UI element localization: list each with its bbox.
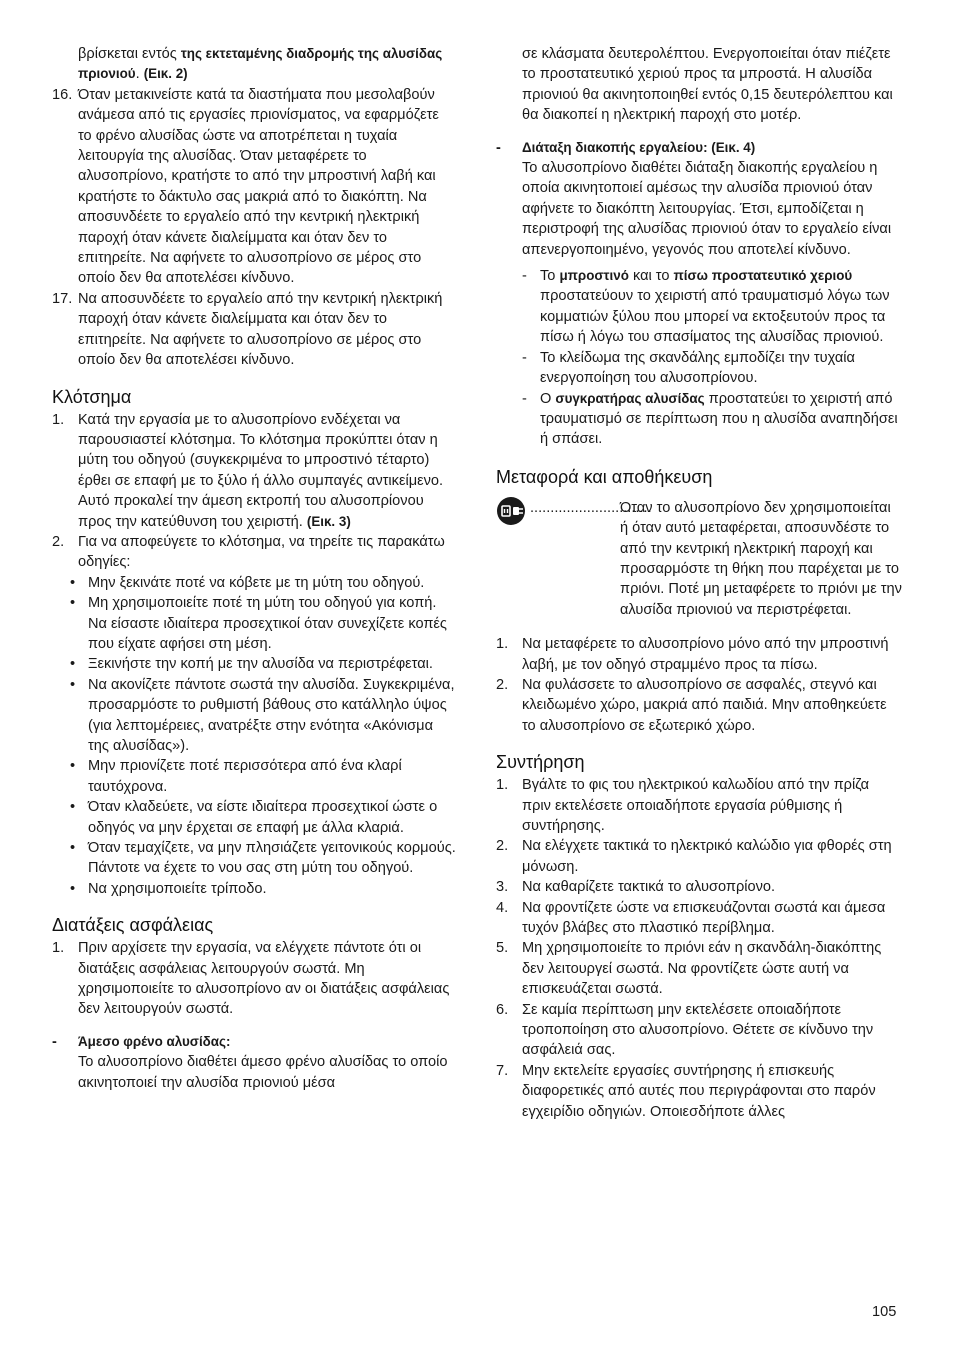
- bullet-mark: •: [70, 574, 76, 591]
- chain-brake-text-continued: σε κλάσματα δευτερολέπτου. Ενεργοποιείται όταν πιέζετε το προστατευτικό χεριού προς τα μπροστά. Η αλυσίδα πριονιού θα ακινητοποιηθεί εντός 0,15 δευτερόλεπτου και θα διακοπεί η ηλεκτρική παροχή στο μοτέρ.: [522, 46, 893, 124]
- note-text: Όταν το αλυσοπρίονο δεν χρησιμοποιείται ή όταν αυτό μεταφέρεται, αποσυνδέστε το από την κεντρική ηλεκτρική παροχή και προσαρμόστε τη θήκη που παρέχεται με το πριόνι. Ποτέ μη μεταφέρετε το πριόνι με την αλυσίδα πριονιού να περιστρέφεται.: [620, 499, 902, 618]
- bullet-mark: •: [70, 799, 76, 816]
- list-number: 2.: [496, 676, 509, 693]
- bullet-item: [52, 879, 456, 899]
- maintenance-item: [496, 1061, 902, 1122]
- list-text: [78, 410, 456, 532]
- maintenance-item: [496, 898, 902, 939]
- section-heading-kickback: Κλότσημα: [52, 386, 132, 407]
- bullet-text: Μην ξεκινάτε ποτέ να κόβετε με τη μύτη του οδηγού.: [88, 574, 425, 591]
- text: προστατεύουν το χειριστή από τραυματισμό λόγω των κομματιών ξύλου που μπορεί να εκτοξευτούν προς τα πίσω ή λόγω του σπασίματος της αλυσίδας πριονιού.: [540, 288, 890, 346]
- list-item-16: [52, 85, 456, 289]
- text: και το: [628, 268, 674, 285]
- list-text: Να ελέγχετε τακτικά το ηλεκτρικό καλώδιο για φθορές στη μόνωση.: [522, 838, 892, 875]
- chain-brake-subheading: [52, 1032, 456, 1052]
- list-text: Να φροντίζετε ώστε να επισκευάζονται σωστά και άμεσα τυχόν βλάβες στο πλαστικό περίβλημα.: [522, 899, 886, 937]
- list-number: 5.: [496, 940, 509, 957]
- list-number: 1.: [496, 777, 509, 794]
- left-column: [52, 44, 456, 1093]
- subheading-text: Διάταξη διακοπής εργαλείου: (Εικ. 4): [522, 139, 756, 155]
- dash-mark: -: [522, 390, 527, 407]
- list-text: Μη χρησιμοποιείτε το πριόνι εάν η σκανδάλη-διακόπτης δεν λειτουργεί σωστά. Να φροντίζετε ώστε αυτή να επισκευάζεται σωστά.: [522, 940, 882, 998]
- bullet-text: Όταν τεμαχίζετε, να μην πλησιάζετε γειτονικούς κορμούς. Πάντοτε να έχετε το νου σας στη μύτη του οδηγού.: [88, 840, 456, 877]
- maintenance-item: [496, 938, 902, 999]
- list-number: 17.: [52, 290, 73, 307]
- leader-dots: ..............................: [530, 499, 652, 516]
- page-number: 105: [872, 1304, 897, 1320]
- bullet-item: [52, 838, 456, 879]
- right-column: [496, 44, 902, 1122]
- chain-brake-text: Το αλυσοπρίονο διαθέτει άμεσο φρένο αλυσίδας το οποίο ακινητοποιεί την αλυσίδα πριονιού μέσα: [78, 1054, 448, 1091]
- bullet-item: [52, 756, 456, 797]
- bold-text: της εκτεταμένης διαδρομής της αλυσίδας πριονιού: [78, 46, 443, 82]
- safety-item-1: [52, 938, 456, 1020]
- section-heading-transport: Μεταφορά και αποθήκευση: [496, 466, 713, 487]
- list-text: Σε καμία περίπτωση μην εκτελέσετε οποιαδήποτε τροποποίηση στο αλυσοπρίονο. Θέτετε σε κίνδυνο την ασφάλειά σας.: [522, 1001, 874, 1059]
- bullet-item: [52, 573, 456, 593]
- list-text: Μην εκτελείτε εργασίες συντήρησης ή επισκευής διαφορετικές από αυτές που περιγράφονται στο παρόν εγχειρίδιο οδηγιών. Οποιεσδήποτε άλλες: [522, 1062, 876, 1120]
- unplug-note: [496, 498, 902, 620]
- text: .: [135, 66, 144, 83]
- section-heading-safety-devices: Διατάξεις ασφάλειας: [52, 915, 214, 936]
- bullet-item: [52, 675, 456, 757]
- bullet-text: Μην πριονίζετε ποτέ περισσότερα από ένα κλαρί ταυτόχρονα.: [88, 758, 402, 795]
- list-text: Για να αποφεύγετε το κλότσημα, να τηρείτε τις παρακάτω οδηγίες:: [78, 533, 445, 571]
- list-number: 2.: [496, 838, 509, 855]
- dash-mark: -: [52, 1033, 57, 1050]
- subheading-text: Άμεσο φρένο αλυσίδας:: [78, 1033, 231, 1049]
- list-number: 16.: [52, 86, 73, 103]
- section-heading-maintenance: Συντήρηση: [496, 752, 585, 773]
- kickback-item-2: [52, 532, 456, 573]
- maintenance-item: [496, 836, 902, 877]
- text: προστατεύει το χειριστή από τραυματισμό σε περίπτωση που η αλυσίδα αναπηδήσει ή σπάσει.: [540, 390, 898, 448]
- list-number: 3.: [496, 879, 509, 896]
- maintenance-item: [496, 775, 902, 836]
- bullet-mark: •: [70, 656, 76, 673]
- list-text: Να αποσυνδέετε το εργαλείο από την κεντρική ηλεκτρική παροχή όταν κάνετε διαλείμματα και όταν δεν το επιτηρείτε. Να αφήνετε το αλυσοπρίονο σε μέρος στο οποίο δεν θα αποτελέσει κίνδυνο.: [78, 290, 443, 369]
- list-number: 6.: [496, 1001, 509, 1018]
- list-text: Να φυλάσσετε το αλυσοπρίονο σε ασφαλές, στεγνό και κλειδωμένο χώρο, μακριά από παιδιά. Μην αποθηκεύετε το αλυσοπρίονο σε εξωτερικό χώρο.: [522, 676, 887, 734]
- transport-item-1: [496, 634, 902, 675]
- list-text: Όταν μετακινείστε κατά τα διαστήματα που μεσολαβούν ανάμεσα από τις εργασίες πριονίσματος, να εφαρμόζετε το φρένο αλυσίδας ώστε να αποτρέπεται η τυχαία λειτουργία της αλυσίδας. Όταν μεταφέρετε το αλυσοπρίονο, κρατήστε το από την μπροστινή λαβή και κρατήστε το δάκτυλο σας μακριά από το διακόπτη. Να αποσυνδέετε το εργαλείο από την κεντρική ηλεκτρική παροχή όταν κάνετε διαλείμματα και όταν δεν το επιτηρείτε. Να αφήνετε το αλυσοπρίονο σε μέρος στο οποίο δεν θα αποτελέσει κίνδυνο.: [78, 86, 439, 287]
- text: Το: [540, 268, 560, 285]
- bold-text: πίσω προστατευτικό χεριού: [673, 268, 853, 284]
- list-number: 1.: [52, 940, 65, 957]
- list-item-17: [52, 289, 456, 371]
- bullet-text: Να χρησιμοποιείτε τρίποδο.: [88, 880, 267, 897]
- list-number: 1.: [52, 411, 65, 428]
- dash-mark: -: [522, 349, 527, 366]
- transport-item-2: [496, 675, 902, 736]
- bullet-text: Να ακονίζετε πάντοτε σωστά την αλυσίδα. Συγκεκριμένα, προσαρμόστε το ρυθμιστή βάθους στο κατάλληλο ύψος (για λεπτομέρειες, ανατρέξτε στην ενότητα «Ακόνισμα της αλυσίδας»).: [88, 676, 455, 754]
- list-number: 4.: [496, 899, 509, 916]
- bullet-item: [52, 654, 456, 674]
- bullet-mark: •: [70, 595, 76, 612]
- figure-reference: (Εικ. 2): [143, 66, 188, 82]
- maintenance-item: [496, 877, 902, 897]
- tool-stop-text: Το αλυσοπρίονο διαθέτει διάταξη διακοπής εργαλείου η οποία ακινητοποιεί αμέσως την αλυσίδα πριονιού όταν αφήνετε το διακόπτη λειτουργίας. Έτσι, εμποδίζεται η περιστροφή της αλυσίδας πριονιού όταν το εργαλείο είναι απενεργοποιημένο, γεγονός που αποτελεί κίνδυνο.: [522, 160, 892, 258]
- paragraph-continuation: [52, 44, 456, 85]
- figure-reference: (Εικ. 3): [306, 513, 351, 529]
- bold-text: συγκρατήρας αλυσίδας: [555, 390, 705, 406]
- dash-item-hand-guards: [496, 266, 902, 348]
- bullet-mark: •: [70, 758, 76, 775]
- dash-mark: -: [496, 139, 501, 156]
- bullet-text: Όταν κλαδεύετε, να είστε ιδιαίτερα προσεχτικοί ώστε ο οδηγός να μην έρχεται σε επαφή με άλλα κλαριά.: [88, 799, 438, 836]
- bullet-mark: •: [70, 880, 76, 897]
- maintenance-item: [496, 1000, 902, 1061]
- dash-item-chain-catcher: [496, 389, 902, 450]
- list-text: Να μεταφέρετε το αλυσοπρίονο μόνο από την μπροστινή λαβή, με τον οδηγό στραμμένο προς τα πίσω.: [522, 636, 889, 673]
- tool-stop-subheading: [496, 138, 902, 158]
- list-number: 2.: [52, 533, 65, 550]
- bullet-text: Ξεκινήστε την κοπή με την αλυσίδα να περιστρέφεται.: [88, 656, 433, 673]
- list-number: 7.: [496, 1062, 509, 1079]
- dash-item-trigger-lock: [496, 348, 902, 389]
- dash-mark: -: [522, 268, 527, 285]
- bullet-item: [52, 593, 456, 654]
- bullet-item: [52, 797, 456, 838]
- dash-text: [540, 266, 902, 348]
- text: βρίσκεται εντός: [78, 46, 181, 62]
- text: Κατά την εργασία με το αλυσοπρίονο ενδέχεται να παρουσιαστεί κλότσημα. Το κλότσημα προκύπτει όταν η μύτη του οδηγού (συγκεκριμένα το μπροστινό τέταρτο) έρθει σε επαφή με το ξύλο ή άλλο συμπαγές αντικείμενο. Αυτό προκαλεί την άμεση εκτροπή του αλυσοπρίονου προς την κατεύθυνση του χειριστή.: [78, 411, 444, 530]
- kickback-item-1: [52, 410, 456, 532]
- dash-text: [540, 389, 902, 450]
- bullet-text: Μη χρησιμοποιείτε ποτέ τη μύτη του οδηγού για κοπή. Να είσαστε ιδιαίτερα προσεχτικοί όταν συνεχίζετε κοπές που είχατε αφήσει στη μέση.: [88, 595, 447, 652]
- list-text: Να καθαρίζετε τακτικά το αλυσοπρίονο.: [522, 879, 776, 896]
- unplug-icon: [496, 496, 530, 526]
- dash-text: Το κλείδωμα της σκανδάλης εμποδίζει την τυχαία ενεργοποίηση του αλυσοπρίονου.: [540, 349, 855, 387]
- list-text: Πριν αρχίσετε την εργασία, να ελέγχετε πάντοτε ότι οι διατάξεις ασφάλειας λειτουργούν σωστά. Μη χρησιμοποιείτε το αλυσοπρίονο αν οι διατάξεις ασφάλειας δεν λειτουργούν σωστά.: [78, 940, 450, 1018]
- bullet-mark: •: [70, 840, 76, 857]
- bullet-mark: •: [70, 676, 76, 693]
- list-number: 1.: [496, 636, 509, 653]
- bold-text: μπροστινό: [559, 268, 629, 284]
- list-text: Βγάλτε το φις του ηλεκτρικού καλωδίου από την πρίζα πριν εκτελέσετε οποιαδήποτε εργασία ρύθμισης ή συντήρησης.: [522, 777, 870, 834]
- text: Ο: [540, 390, 556, 407]
